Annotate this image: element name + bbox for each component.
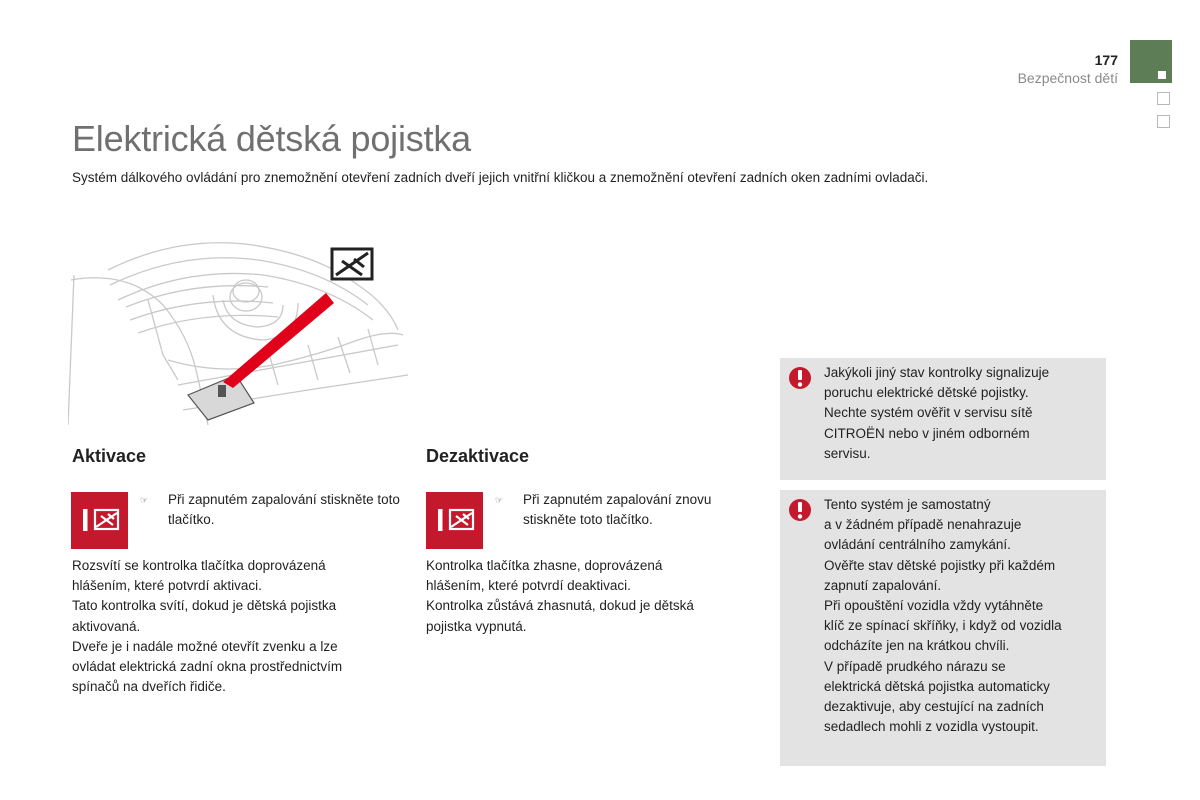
bullet-arrow-icon: ☞ — [140, 495, 149, 505]
console-illustration — [68, 225, 410, 425]
deactivation-heading: Dezaktivace — [426, 446, 530, 466]
child-lock-button-icon — [426, 492, 483, 549]
page-title: Elektrická dětská pojistka — [72, 118, 471, 159]
warning-note: Tento systém je samostatný a v žádném případě nenahrazuje ovládání centrálního zamykání. Ověřte stav dětské pojistky při každém zapnutí zapalování. Při opouštění vozidla vždy vytáhněte klíč ze spínací skříňky, i když od vozidla odcházíte jen na krátkou chvíli. V případě prudkého nárazu se elektrická dětská pojistka automaticky dezaktivuje, aby cestující na zadních sedadlech mohli z vozidla vystoupit. — [780, 490, 1106, 766]
activation-heading: Aktivace — [72, 446, 147, 466]
warning-note: Jakýkoli jiný stav kontrolky signalizuje poruchu elektrické dětské pojistky. Nechte systém ověřit v servisu sítě CITROËN nebo v jiném odborném servisu. — [780, 358, 1106, 480]
chapter-box — [1157, 115, 1170, 128]
chapter-tab — [1130, 40, 1172, 83]
page-number: 177 — [1094, 52, 1118, 68]
activation-paragraph: Rozsvítí se kontrolka tlačítka doprovázená hlášením, které potvrdí aktivaci. Tato kontrolka svítí, dokud je dětská pojistka aktivovaná. Dveře je i nadále možné otevřít zvenku a lze ovládat elektrická zadní okna prostřednictvím spínačů na dveřích řidiče. — [72, 558, 343, 695]
intro-text: Systém dálkového ovládání pro znemožnění otevření zadních dveří jejich vnitřní kličkou a znemožnění otevření zadních oken zadními ovladači. — [72, 170, 929, 185]
chapter-marker — [1158, 71, 1166, 79]
chapter-box — [1157, 92, 1170, 105]
bullet-arrow-icon: ☞ — [495, 495, 504, 505]
child-lock-button-icon — [71, 492, 128, 549]
section-name: Bezpečnost dětí — [1017, 70, 1118, 86]
warning-exclamation-icon — [788, 498, 812, 522]
activation-step: ☞ Při zapnutém zapalování stiskněte toto tlačítko. — [140, 492, 400, 527]
warning-exclamation-icon — [788, 366, 812, 390]
deactivation-paragraph: Kontrolka tlačítka zhasne, doprovázená hlášením, které potvrdí deaktivaci. Kontrolka zůstává zhasnutá, dokud je dětská pojistka vypnutá. — [426, 558, 694, 634]
deactivation-step: ☞ Při zapnutém zapalování znovu stiskněte toto tlačítko. — [495, 492, 712, 527]
